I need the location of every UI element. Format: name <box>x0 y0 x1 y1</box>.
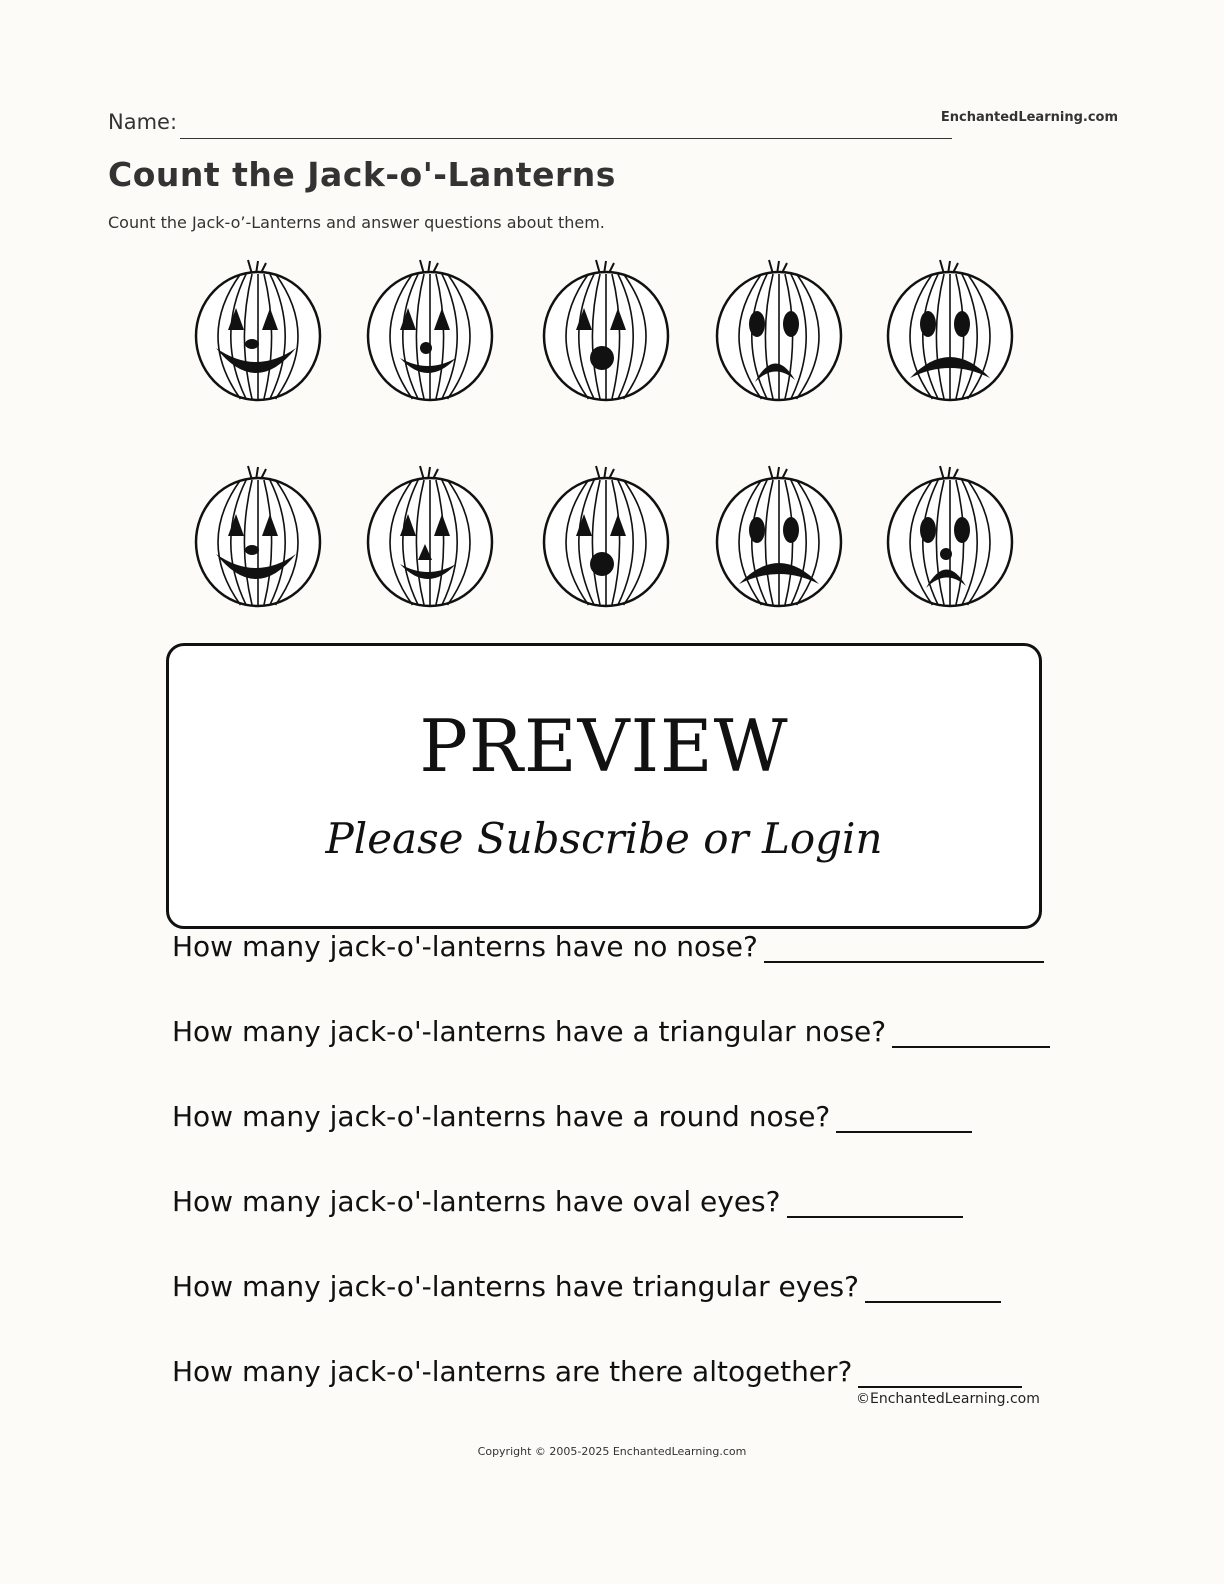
page-title: Count the Jack-o'-Lanterns <box>108 155 616 194</box>
question-row <box>172 1015 1050 1055</box>
eye-mark <box>954 311 970 337</box>
jack-o-lantern-icon <box>538 258 674 404</box>
jack-o-lantern-icon <box>190 464 326 610</box>
brand-link[interactable]: EnchantedLearning.com <box>940 110 1118 125</box>
question-text: How many jack-o'-lanterns are there altogether? <box>172 1355 853 1388</box>
jack-o-lantern-icon <box>882 464 1018 610</box>
eye-mark <box>783 517 799 543</box>
jack-o-lantern-icon <box>190 258 326 404</box>
nose-mark <box>245 545 259 555</box>
image-credit: ©EnchantedLearning.com <box>856 1391 1040 1407</box>
answer-blank[interactable] <box>787 1188 963 1218</box>
eye-mark <box>749 517 765 543</box>
mouth-mark <box>590 346 614 370</box>
jack-o-lantern-icon <box>711 464 847 610</box>
page-subtitle: Count the Jack-o’-Lanterns and answer questions about them. <box>108 213 605 232</box>
jack-o-lantern-icon <box>882 258 1018 404</box>
nose-mark <box>940 548 952 560</box>
question-row <box>172 930 1044 970</box>
nose-mark <box>245 339 259 349</box>
preview-box[interactable] <box>166 643 1042 929</box>
question-text: How many jack-o'-lanterns have triangular eyes? <box>172 1270 859 1303</box>
eye-mark <box>749 311 765 337</box>
answer-blank[interactable] <box>892 1018 1050 1048</box>
eye-mark <box>783 311 799 337</box>
eye-mark <box>954 517 970 543</box>
mouth-mark <box>590 552 614 576</box>
question-row <box>172 1100 972 1140</box>
question-text: How many jack-o'-lanterns have a round nose? <box>172 1100 831 1133</box>
question-row <box>172 1355 1022 1395</box>
question-text: How many jack-o'-lanterns have oval eyes? <box>172 1185 781 1218</box>
eye-mark <box>920 311 936 337</box>
jack-o-lantern-icon <box>538 464 674 610</box>
jack-o-lantern-icon <box>362 258 498 404</box>
pumpkin-grid <box>0 0 1224 640</box>
answer-blank[interactable] <box>858 1358 1022 1388</box>
jack-o-lantern-icon <box>711 258 847 404</box>
copyright: Copyright © 2005-2025 EnchantedLearning.com <box>477 1445 747 1458</box>
nose-mark <box>420 342 432 354</box>
question-text: How many jack-o'-lanterns have no nose? <box>172 930 758 963</box>
answer-blank[interactable] <box>865 1273 1001 1303</box>
preview-subtitle[interactable]: Please Subscribe or Login <box>325 814 883 863</box>
eye-mark <box>920 517 936 543</box>
question-text: How many jack-o'-lanterns have a triangular nose? <box>172 1015 887 1048</box>
question-row <box>172 1270 1001 1310</box>
question-row <box>172 1185 963 1225</box>
name-label: Name: <box>108 110 178 134</box>
answer-blank[interactable] <box>764 933 1044 963</box>
preview-title: PREVIEW <box>419 704 789 788</box>
answer-blank[interactable] <box>836 1103 972 1133</box>
jack-o-lantern-icon <box>362 464 498 610</box>
